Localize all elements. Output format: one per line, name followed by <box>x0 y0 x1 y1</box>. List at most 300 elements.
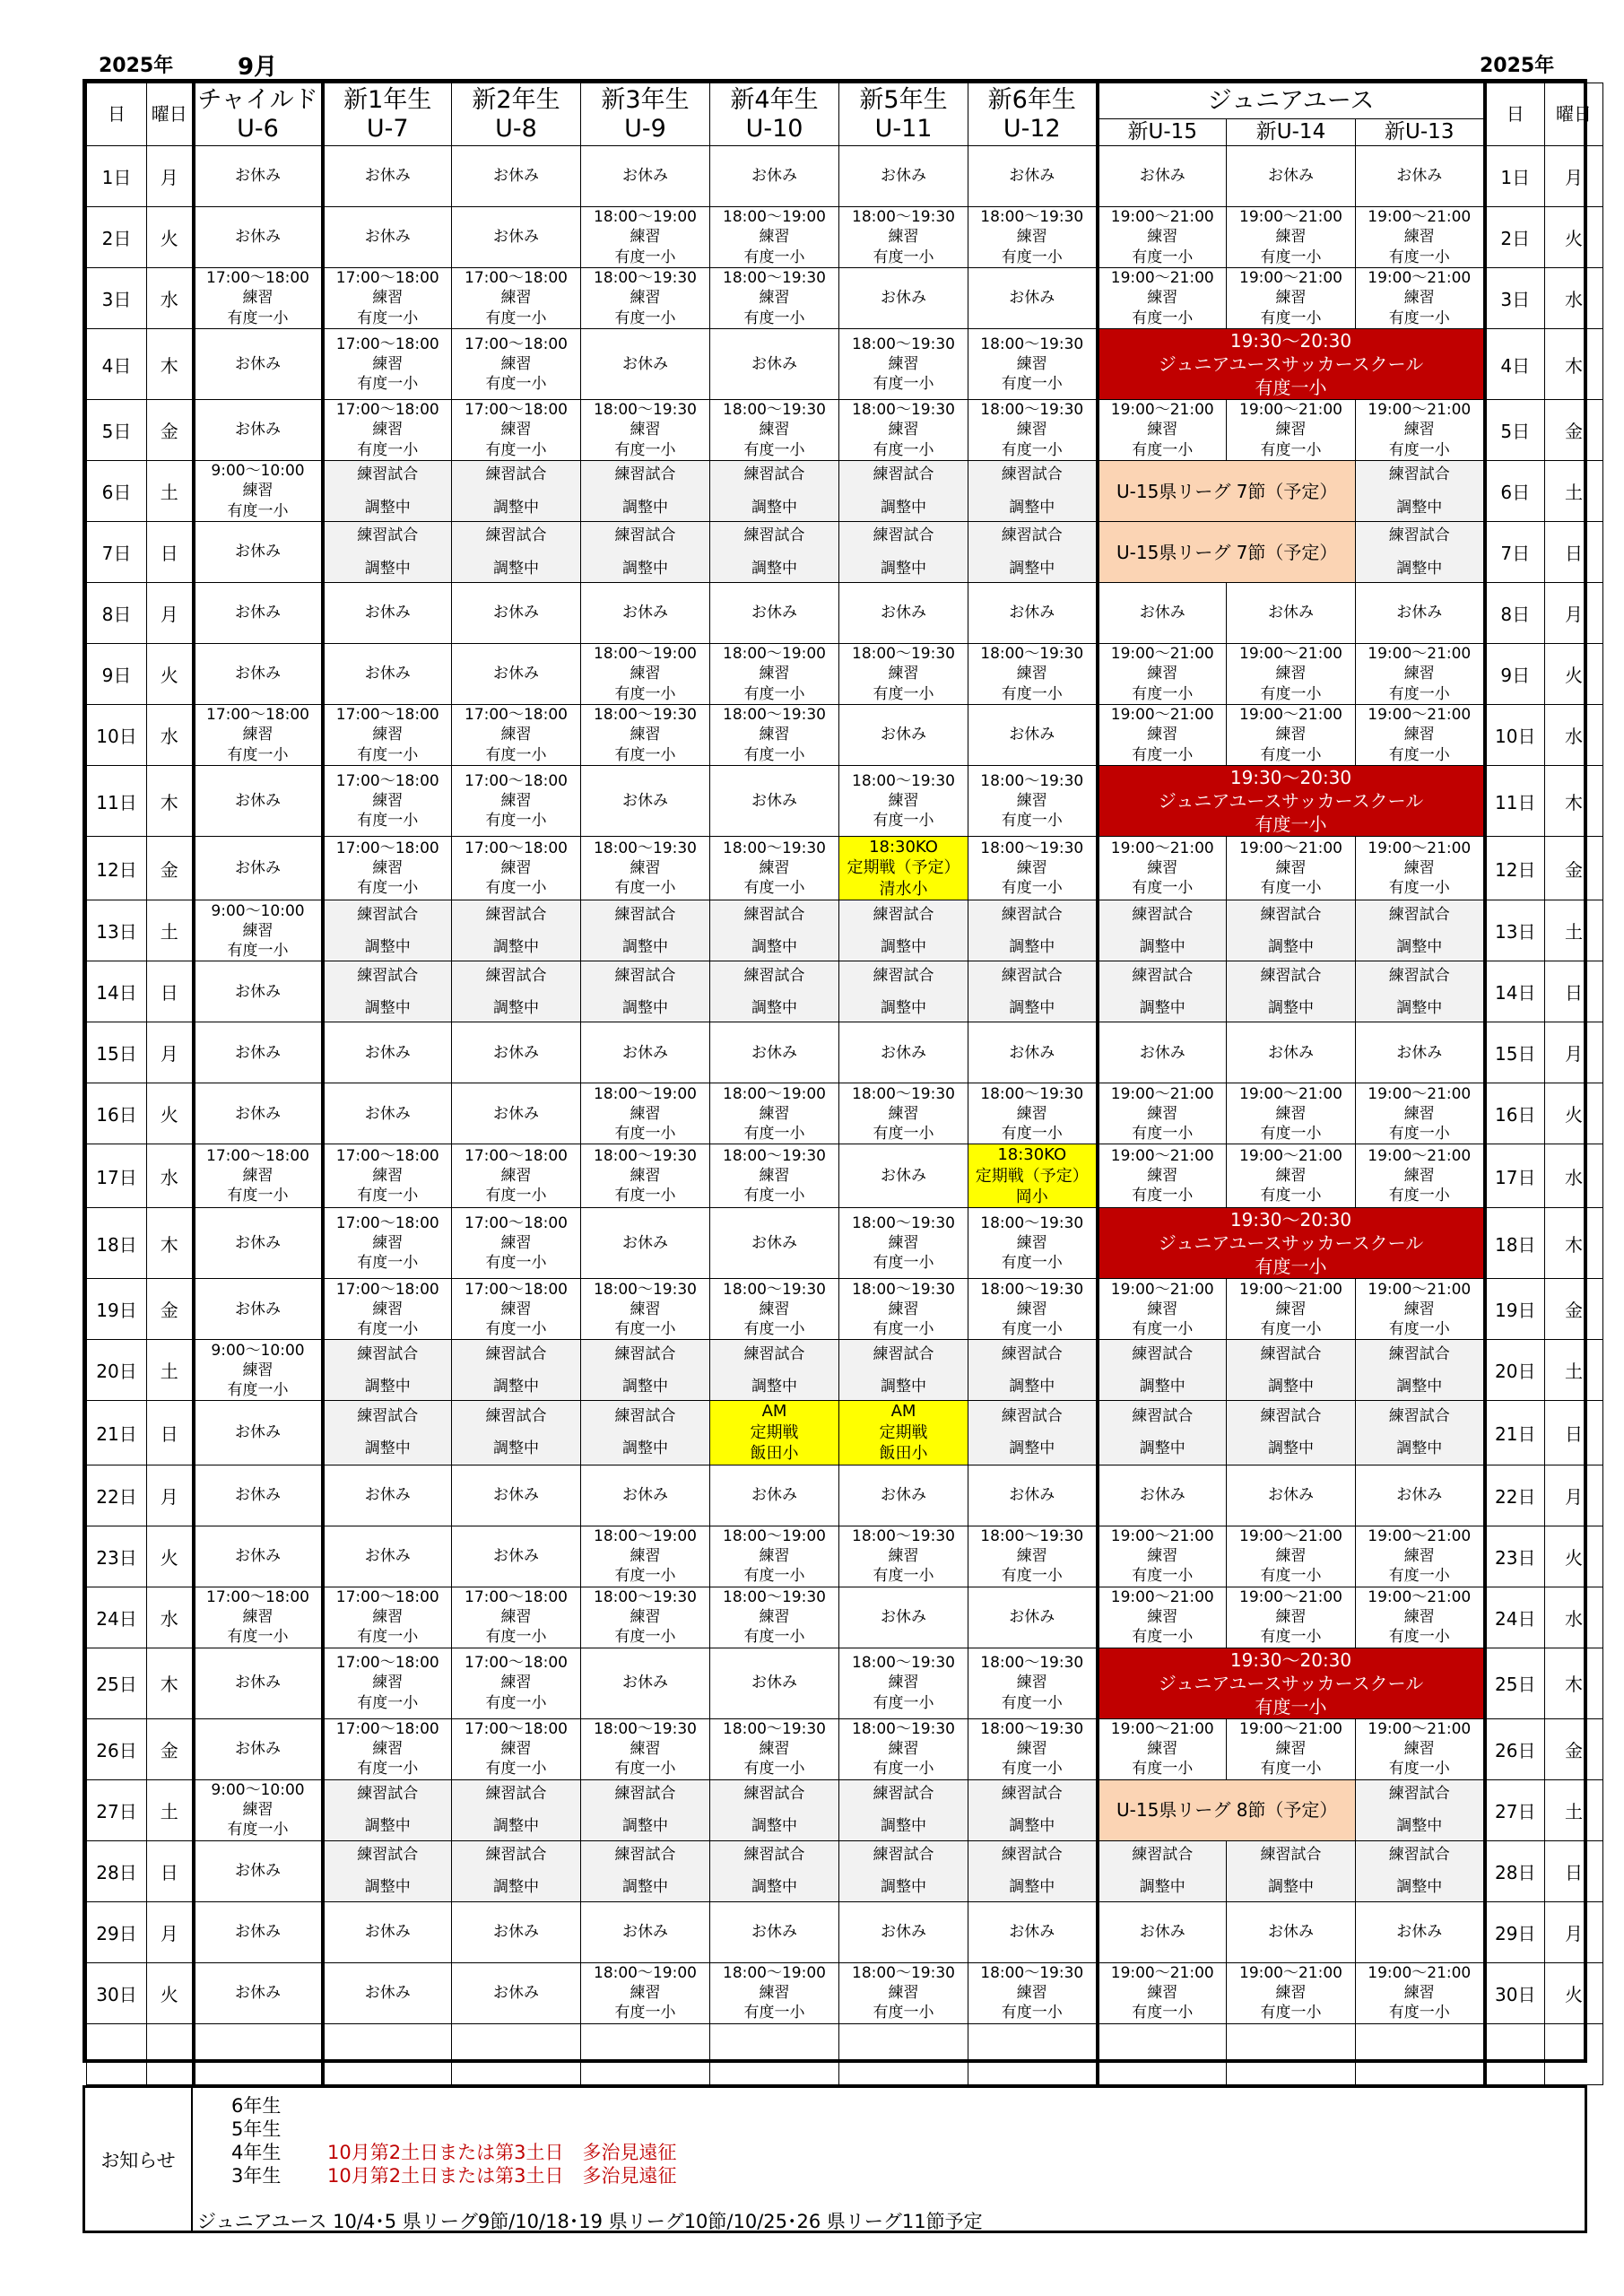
group-age: U-10 <box>745 114 803 143</box>
cell-line: 調整中 <box>493 1817 539 1836</box>
cell-line: 調整中 <box>881 559 926 578</box>
cell-line: 練習 <box>1147 665 1178 683</box>
day-cell-right: 14日 <box>1485 961 1545 1022</box>
notice-text-4: 10月第2土日または第3土日 多治見遠征 <box>327 2142 677 2163</box>
day-cell: 27日 <box>87 1779 147 1840</box>
cell-line: 練習 <box>500 1167 532 1186</box>
day-cell: 29日 <box>87 1901 147 1962</box>
cell-line: 練習試合 <box>1132 966 1194 985</box>
cell-line: 調整中 <box>493 998 539 1017</box>
cell-line: ジュニアユースサッカースクール <box>1158 353 1424 375</box>
schedule-cell <box>194 1587 323 1648</box>
weekday-cell: 金 <box>147 1718 194 1779</box>
schedule-cell <box>839 1718 968 1779</box>
weekday-cell-right: 月 <box>1545 1465 1603 1526</box>
cell-line: お休み <box>235 228 281 247</box>
cell-line: 17:00～18:00 <box>335 401 439 420</box>
schedule-cell <box>1098 1901 1227 1962</box>
cell-line: 練習 <box>242 1607 274 1626</box>
schedule-cell <box>323 1279 452 1340</box>
day-cell-right: 27日 <box>1485 1779 1545 1840</box>
cell-line: 調整中 <box>364 1817 411 1836</box>
schedule-cell <box>839 400 968 461</box>
cell-line: 有度一小 <box>743 440 805 459</box>
cell-line: 練習 <box>1016 859 1047 878</box>
cell-line: 19:30～20:30 <box>1229 1209 1352 1231</box>
schedule-cell <box>1227 837 1356 900</box>
cell-line: 練習試合 <box>1001 1784 1063 1803</box>
cell-line: 練習 <box>1016 1300 1047 1318</box>
cell-line: 有度一小 <box>873 812 934 831</box>
cell-line: 17:00～18:00 <box>335 1719 439 1738</box>
day-cell-right: 17日 <box>1485 1144 1545 1208</box>
schedule-cell <box>968 1962 1098 2023</box>
cell-line: 19:00～21:00 <box>1239 269 1342 288</box>
day-cell-right: 7日 <box>1485 522 1545 583</box>
cell-line: 調整中 <box>622 559 668 578</box>
cell-line: 調整中 <box>1139 1377 1185 1396</box>
cell-line: 有度一小 <box>1001 1254 1063 1273</box>
schedule-cell <box>1227 207 1356 268</box>
cell-line: 18:00～19:00 <box>594 1526 697 1545</box>
weekday-cell-right: 木 <box>1545 1208 1603 1279</box>
notice-grade-5: 5年生 <box>231 2118 282 2140</box>
cell-line: お休み <box>881 726 926 744</box>
schedule-cell <box>710 146 839 207</box>
schedule-cell <box>968 766 1098 837</box>
schedule-cell <box>839 766 968 837</box>
cell-line: 19:00～21:00 <box>1110 1147 1214 1166</box>
schedule-cell <box>968 961 1098 1022</box>
cell-line: 練習試合 <box>485 1344 547 1363</box>
cell-line: 調整中 <box>751 1817 797 1836</box>
column-header-group <box>968 83 1098 146</box>
cell-line: 18:00～19:30 <box>852 1654 955 1673</box>
league-match-cell <box>1098 461 1356 522</box>
cell-line: 有度一小 <box>1132 248 1194 266</box>
cell-line: 17:00～18:00 <box>206 1147 309 1166</box>
cell-line: 有度一小 <box>1132 2004 1194 2022</box>
cell-line: 調整中 <box>1396 1377 1443 1396</box>
cell-line: 18:00～19:30 <box>852 335 955 353</box>
schedule-cell <box>323 644 452 705</box>
schedule-cell <box>194 207 323 268</box>
cell-line: お休み <box>235 1104 281 1123</box>
cell-line: お休み <box>1009 726 1055 744</box>
cell-line: 練習 <box>630 859 661 878</box>
cell-line: 18:00～19:30 <box>723 401 826 420</box>
cell-line: 19:00～21:00 <box>1368 1280 1472 1299</box>
cell-line: 有度一小 <box>873 375 934 394</box>
cell-line: 18:00～19:30 <box>594 269 697 288</box>
cell-line: 18:00～19:30 <box>723 839 826 857</box>
cell-line: 有度一小 <box>485 879 547 898</box>
cell-line: 練習試合 <box>1260 966 1322 985</box>
cell-line: 有度一小 <box>873 1254 934 1273</box>
schedule-cell <box>194 705 323 766</box>
cell-line: 調整中 <box>1009 1377 1055 1396</box>
day-cell-right: 30日 <box>1485 1962 1545 2023</box>
schedule-cell <box>1098 837 1227 900</box>
cell-line: 練習 <box>1016 1546 1047 1565</box>
schedule-cell <box>1098 1279 1227 1340</box>
cell-line: 練習 <box>630 1983 661 2002</box>
cell-line: 練習 <box>500 421 532 439</box>
notice-junior-youth: ジュニアユース 10/4･5 県リーグ9節/10/18･19 県リーグ10節/10/25･26 県リーグ11節予定 <box>197 2211 983 2232</box>
schedule-cell <box>1098 146 1227 207</box>
cell-line: 18:00～19:30 <box>980 1084 1084 1103</box>
cell-line: 練習 <box>759 1300 790 1318</box>
schedule-cell <box>323 522 452 583</box>
cell-line: 18:30KO <box>869 838 938 857</box>
schedule-cell <box>1227 1022 1356 1083</box>
cell-line: 練習試合 <box>614 1344 676 1363</box>
day-row <box>87 766 1603 837</box>
schedule-cell <box>710 329 839 400</box>
schedule-cell <box>452 1587 581 1648</box>
day-cell-right: 18日 <box>1485 1208 1545 1279</box>
column-header-group <box>323 83 452 146</box>
schedule-cell <box>194 837 323 900</box>
cell-line: 19:00～21:00 <box>1239 1587 1342 1606</box>
schedule-cell <box>710 900 839 961</box>
schedule-cell <box>452 1526 581 1587</box>
schedule-cell <box>839 461 968 522</box>
schedule-cell <box>452 644 581 705</box>
cell-line: 練習 <box>759 228 790 247</box>
schedule-cell <box>839 1340 968 1401</box>
schedule-cell <box>839 705 968 766</box>
cell-line: 有度一小 <box>873 2004 934 2022</box>
cell-line: 練習試合 <box>743 526 805 545</box>
schedule-cell <box>968 583 1098 644</box>
schedule-cell <box>452 961 581 1022</box>
column-header-group <box>839 83 968 146</box>
schedule-cell <box>194 583 323 644</box>
day-row <box>87 522 1603 583</box>
cell-line: 有度一小 <box>1132 684 1194 703</box>
cell-line: お休み <box>364 1922 411 1941</box>
schedule-cell <box>581 329 710 400</box>
cell-line: お休み <box>235 1043 281 1062</box>
schedule-cell <box>581 1340 710 1401</box>
cell-line: 19:00～21:00 <box>1110 269 1214 288</box>
group-age: U-7 <box>366 114 409 143</box>
cell-line: お休み <box>493 1104 539 1123</box>
cell-line: 調整中 <box>1268 937 1314 956</box>
cell-line: 17:00～18:00 <box>206 1587 309 1606</box>
schedule-cell <box>1227 900 1356 961</box>
cell-line: 18:00～19:30 <box>980 645 1084 664</box>
schedule-cell <box>452 705 581 766</box>
cell-line: 18:00～19:00 <box>594 1084 697 1103</box>
cell-line: 有度一小 <box>1001 1124 1063 1143</box>
cell-line: 練習 <box>1275 1983 1307 2002</box>
weekday-cell-right: 日 <box>1545 961 1603 1022</box>
group-grade: 新3年生 <box>601 86 690 115</box>
cell-line: お休み <box>1139 1485 1185 1504</box>
day-cell: 1日 <box>87 146 147 207</box>
cell-line: 19:00～21:00 <box>1368 1719 1472 1738</box>
schedule-cell <box>323 1779 452 1840</box>
cell-line: お休み <box>235 167 281 186</box>
cell-line: お休み <box>751 604 797 622</box>
cell-line: 調整中 <box>364 498 411 517</box>
schedule-cell <box>581 522 710 583</box>
schedule-cell <box>452 329 581 400</box>
schedule-cell <box>452 146 581 207</box>
schedule-cell <box>710 1526 839 1587</box>
cell-line: 練習 <box>1147 1104 1178 1123</box>
day-cell: 4日 <box>87 329 147 400</box>
blank-cell <box>581 2023 710 2084</box>
schedule-cell <box>1227 705 1356 766</box>
schedule-cell <box>323 1208 452 1279</box>
cell-line: 有度一小 <box>1132 1319 1194 1338</box>
schedule-cell <box>1227 1840 1356 1901</box>
schedule-cell <box>194 644 323 705</box>
cell-line: 練習試合 <box>743 966 805 985</box>
schedule-cell <box>1098 400 1227 461</box>
cell-line: 練習 <box>888 1983 919 2002</box>
cell-line: お休み <box>1396 604 1443 622</box>
cell-line: 練習 <box>372 1674 404 1692</box>
schedule-cell <box>452 1022 581 1083</box>
schedule-cell <box>1227 1901 1356 1962</box>
cell-line: 有度一小 <box>873 1567 934 1586</box>
cell-line: 練習試合 <box>1260 905 1322 924</box>
cell-line: 調整中 <box>493 498 539 517</box>
cell-line: 18:00～19:30 <box>980 1654 1084 1673</box>
schedule-cell <box>1227 146 1356 207</box>
cell-line: お休み <box>1009 1485 1055 1504</box>
schedule-cell <box>581 146 710 207</box>
cell-line: AM <box>761 1402 787 1422</box>
cell-line: 有度一小 <box>485 309 547 327</box>
schedule-cell <box>1356 522 1485 583</box>
cell-line: 調整中 <box>364 1377 411 1396</box>
cell-line: 有度一小 <box>1260 879 1322 898</box>
cell-line: お休み <box>235 1922 281 1941</box>
cell-line: 19:00～21:00 <box>1110 1084 1214 1103</box>
cell-line: 練習 <box>500 791 532 810</box>
day-cell-right: 12日 <box>1485 837 1545 900</box>
cell-line: お休み <box>235 1861 281 1880</box>
cell-line: お休み <box>364 1104 411 1123</box>
cell-line: 練習 <box>1275 1167 1307 1186</box>
cell-line: お休み <box>235 1983 281 2002</box>
cell-line: 練習 <box>888 791 919 810</box>
cell-line: 19:00～21:00 <box>1368 269 1472 288</box>
weekday-cell: 土 <box>147 461 194 522</box>
weekday-cell: 土 <box>147 1779 194 1840</box>
cell-line: 有度一小 <box>357 1187 419 1205</box>
cell-line: 19:00～21:00 <box>1110 839 1214 857</box>
cell-line: 練習試合 <box>1388 1407 1450 1426</box>
weekday-cell-right: 月 <box>1545 1022 1603 1083</box>
schedule-cell <box>323 400 452 461</box>
cell-line: お休み <box>1009 604 1055 622</box>
cell-line: 有度一小 <box>614 1760 676 1779</box>
schedule-cell <box>710 1279 839 1340</box>
cell-line: 18:00～19:30 <box>852 1526 955 1545</box>
cell-line: 練習試合 <box>1132 905 1194 924</box>
cell-line: 練習試合 <box>743 1784 805 1803</box>
cell-line: お休み <box>622 354 668 373</box>
schedule-cell <box>968 400 1098 461</box>
schedule-cell <box>710 522 839 583</box>
cell-line: 有度一小 <box>1001 1319 1063 1338</box>
schedule-cell <box>323 961 452 1022</box>
cell-line: 有度一小 <box>1001 1760 1063 1779</box>
cell-line: 練習 <box>1275 289 1307 308</box>
blank-cell <box>1545 2023 1603 2084</box>
cell-line: 17:00～18:00 <box>465 839 568 857</box>
cell-line: お休み <box>235 1546 281 1565</box>
cell-line: 練習 <box>1016 1104 1047 1123</box>
cell-line: 18:00～19:00 <box>723 645 826 664</box>
cell-line: 17:00～18:00 <box>465 1654 568 1673</box>
weekday-cell-right: 日 <box>1545 1401 1603 1465</box>
weekday-cell: 金 <box>147 837 194 900</box>
cell-line: 18:00～19:30 <box>980 1719 1084 1738</box>
cell-line: 有度一小 <box>1260 745 1322 764</box>
cell-line: 練習 <box>630 1300 661 1318</box>
cell-line: 練習 <box>630 1546 661 1565</box>
cell-line: 調整中 <box>622 498 668 517</box>
cell-line: 練習試合 <box>485 465 547 484</box>
schedule-cell <box>839 1587 968 1648</box>
cell-line: 調整中 <box>493 1377 539 1396</box>
cell-line: 練習試合 <box>485 966 547 985</box>
cell-line: 17:00～18:00 <box>206 706 309 725</box>
cell-line: ジュニアユースサッカースクール <box>1158 790 1424 812</box>
cell-line: 練習試合 <box>743 1845 805 1864</box>
cell-line: 19:00～21:00 <box>1110 1719 1214 1738</box>
cell-line: 練習 <box>242 1361 274 1379</box>
cell-line: お休み <box>493 1546 539 1565</box>
cell-line: 18:00～19:30 <box>852 208 955 227</box>
schedule-cell <box>1098 705 1227 766</box>
cell-line: お休み <box>235 543 281 561</box>
cell-line: 17:00～18:00 <box>465 706 568 725</box>
schedule-cell <box>1356 1144 1485 1208</box>
schedule-cell <box>581 1083 710 1144</box>
cell-line: 練習 <box>1147 421 1178 439</box>
blank-cell <box>87 2023 147 2084</box>
cell-line: 練習 <box>1016 1674 1047 1692</box>
cell-line: 有度一小 <box>1388 248 1450 266</box>
day-cell-right: 21日 <box>1485 1401 1545 1465</box>
schedule-cell <box>323 766 452 837</box>
schedule-cell <box>1356 1279 1485 1340</box>
schedule-cell <box>194 1901 323 1962</box>
weekday-cell-right: 土 <box>1545 1779 1603 1840</box>
blank-cell <box>1485 2023 1545 2084</box>
schedule-cell <box>968 461 1098 522</box>
cell-line: 練習 <box>242 921 274 940</box>
day-cell-right: 22日 <box>1485 1465 1545 1526</box>
cell-line: 有度一小 <box>1001 684 1063 703</box>
cell-line: 17:00～18:00 <box>335 771 439 790</box>
cell-line: 調整中 <box>364 937 411 956</box>
blank-row <box>87 2023 1603 2084</box>
weekday-cell: 日 <box>147 1401 194 1465</box>
cell-line: 練習 <box>372 859 404 878</box>
cell-line: お休み <box>1139 604 1185 622</box>
cell-line: 有度一小 <box>743 745 805 764</box>
cell-line: 18:00～19:30 <box>852 401 955 420</box>
cell-line: 19:00～21:00 <box>1368 839 1472 857</box>
schedule-cell <box>839 1901 968 1962</box>
schedule-cell <box>323 1022 452 1083</box>
column-header-group <box>581 83 710 146</box>
schedule-cell <box>581 1279 710 1340</box>
weekday-cell-right: 金 <box>1545 400 1603 461</box>
cell-line: 練習試合 <box>614 526 676 545</box>
schedule-cell <box>323 1340 452 1401</box>
day-cell: 22日 <box>87 1465 147 1526</box>
cell-line: 練習試合 <box>1388 526 1450 545</box>
schedule-cell <box>1098 644 1227 705</box>
cell-line: 17:00～18:00 <box>335 335 439 353</box>
cell-line: 練習 <box>1403 1983 1435 2002</box>
day-cell: 7日 <box>87 522 147 583</box>
cell-line: 練習 <box>1403 1167 1435 1186</box>
cell-line: 有度一小 <box>614 309 676 327</box>
cell-line: 有度一小 <box>357 1319 419 1338</box>
cell-line: 練習 <box>759 726 790 744</box>
weekday-cell-right: 月 <box>1545 583 1603 644</box>
weekday-cell-right: 火 <box>1545 1962 1603 2023</box>
group-grade: 新5年生 <box>859 86 948 115</box>
cell-line: 有度一小 <box>1255 377 1327 398</box>
cell-line: 17:00～18:00 <box>335 1147 439 1166</box>
cell-line: 調整中 <box>1009 559 1055 578</box>
cell-line: 練習試合 <box>485 1845 547 1864</box>
cell-line: 18:00～19:30 <box>980 1526 1084 1545</box>
cell-line: 有度一小 <box>1255 813 1327 835</box>
schedule-cell <box>1098 961 1227 1022</box>
cell-line: 9:00～10:00 <box>211 1341 305 1360</box>
cell-line: 有度一小 <box>1260 1319 1322 1338</box>
schedule-cell <box>839 837 968 900</box>
cell-line: 18:00～19:30 <box>723 1587 826 1606</box>
day-row <box>87 900 1603 961</box>
schedule-cell <box>323 705 452 766</box>
cell-line: 有度一小 <box>1388 1760 1450 1779</box>
schedule-cell <box>323 1526 452 1587</box>
cell-line: 調整中 <box>1396 498 1443 517</box>
notice-grade-4: 4年生 <box>231 2142 282 2163</box>
cell-line: 練習 <box>500 1300 532 1318</box>
cell-line: 有度一小 <box>1388 1628 1450 1647</box>
cell-line: 練習 <box>1403 859 1435 878</box>
schedule-cell <box>1227 1083 1356 1144</box>
cell-line: 19:00～21:00 <box>1368 1084 1472 1103</box>
cell-line: お休み <box>235 791 281 810</box>
junior-youth-school-cell <box>1098 766 1485 837</box>
day-cell: 23日 <box>87 1526 147 1587</box>
day-cell-right: 15日 <box>1485 1022 1545 1083</box>
cell-line: お休み <box>235 1485 281 1504</box>
schedule-cell <box>1227 1279 1356 1340</box>
cell-line: 練習 <box>500 1739 532 1758</box>
cell-line: 調整中 <box>1396 1439 1443 1458</box>
schedule-cell <box>581 1840 710 1901</box>
cell-line: 練習 <box>888 1300 919 1318</box>
cell-line: 有度一小 <box>873 1124 934 1143</box>
